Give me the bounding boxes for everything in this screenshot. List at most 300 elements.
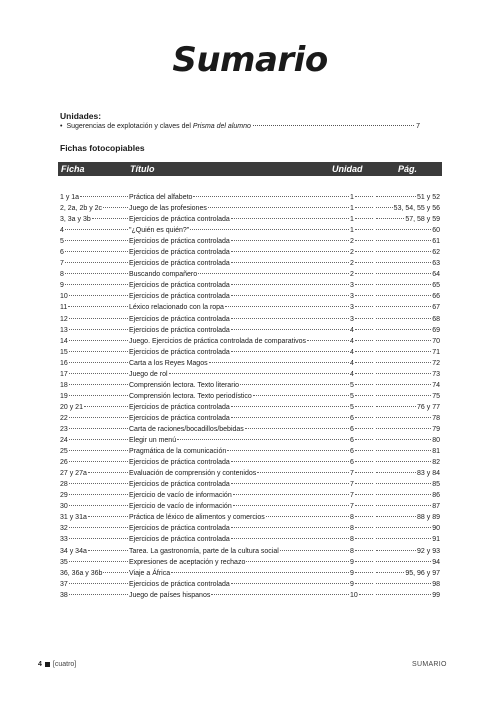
unidad-text: 8 (350, 536, 354, 544)
dot-leader (355, 251, 373, 252)
unidad-text: 1 (350, 227, 354, 235)
dot-leader (376, 295, 431, 296)
cell-unidad (350, 391, 374, 402)
cell-ficha (60, 369, 129, 380)
titulo-text: Ejercicios de práctica controlada (129, 481, 230, 489)
cell-ficha (60, 325, 129, 336)
titulo-text: Juego de las profesiones (129, 205, 207, 213)
table-row (60, 534, 440, 545)
unidad-text: 3 (350, 315, 354, 323)
table-row (60, 523, 440, 534)
table-row (60, 501, 440, 512)
titulo-text: Ejercicios de práctica controlada (129, 249, 230, 257)
dot-leader (355, 284, 373, 285)
dot-leader (376, 483, 431, 484)
dot-leader (69, 439, 128, 440)
dot-leader (376, 218, 404, 219)
cell-titulo (129, 325, 350, 336)
cell-unidad (350, 258, 374, 269)
table-row (60, 546, 440, 557)
unidad-text: 3 (350, 282, 354, 290)
ficha-text: 23 (60, 425, 68, 433)
dot-leader (69, 340, 128, 341)
cell-unidad (350, 336, 374, 347)
dot-leader (376, 572, 404, 573)
dot-leader (355, 406, 373, 407)
titulo-text: Ejercicios de práctica controlada (129, 326, 230, 334)
cell-ficha (60, 347, 129, 358)
dot-leader (231, 295, 349, 296)
dot-leader (355, 494, 373, 495)
cell-unidad (350, 302, 374, 313)
dot-leader (231, 251, 349, 252)
cell-titulo (129, 258, 350, 269)
dot-leader (266, 516, 349, 517)
cell-titulo (129, 358, 350, 369)
titulo-text: Ejercicios de práctica controlada (129, 282, 230, 290)
cell-titulo (129, 435, 350, 446)
ficha-text: 33 (60, 536, 68, 544)
cell-ficha (60, 501, 129, 512)
cell-unidad (350, 269, 374, 280)
cell-titulo (129, 534, 350, 545)
cell-titulo (129, 236, 350, 247)
ficha-text: 31 y 31a (60, 514, 87, 522)
table-row (60, 413, 440, 424)
dot-leader (65, 251, 128, 252)
dot-leader (257, 472, 349, 473)
dot-leader (376, 406, 416, 407)
dot-leader (355, 306, 373, 307)
ficha-text: 35 (60, 558, 68, 566)
pag-text: 88 y 89 (417, 514, 440, 522)
titulo-text: Tarea. La gastronomía, parte de la cultura social (129, 547, 279, 555)
dot-leader (198, 273, 349, 274)
cell-unidad (350, 557, 374, 568)
dot-leader (69, 594, 128, 595)
table-row (60, 579, 440, 590)
ficha-text: 13 (60, 326, 68, 334)
dot-leader (193, 196, 349, 197)
unidad-text: 9 (350, 569, 354, 577)
dot-leader (376, 207, 393, 208)
cell-ficha (60, 269, 129, 280)
ficha-text: 37 (60, 580, 68, 588)
cell-pag (374, 325, 440, 336)
cell-unidad (350, 280, 374, 291)
table-row (60, 225, 440, 236)
cell-ficha (60, 568, 129, 579)
cell-pag (374, 291, 440, 302)
pag-text: 86 (432, 492, 440, 500)
cell-unidad (350, 236, 374, 247)
dot-leader (65, 229, 128, 230)
dot-leader (355, 384, 373, 385)
pag-text: 57, 58 y 59 (405, 216, 440, 224)
cell-pag (374, 336, 440, 347)
dot-leader (376, 284, 431, 285)
dot-leader (376, 251, 431, 252)
cell-ficha (60, 336, 129, 347)
cell-unidad (350, 214, 374, 225)
dot-leader (69, 494, 128, 495)
unidad-text: 4 (350, 370, 354, 378)
dot-leader (209, 362, 349, 363)
cell-pag (374, 568, 440, 579)
table-row (60, 347, 440, 358)
cell-ficha (60, 557, 129, 568)
cell-titulo (129, 402, 350, 413)
dot-leader (376, 273, 431, 274)
pag-text: 64 (432, 271, 440, 279)
cell-pag (374, 590, 440, 601)
cell-unidad (350, 225, 374, 236)
dot-leader (231, 284, 349, 285)
dot-leader (355, 583, 373, 584)
cell-unidad (350, 446, 374, 457)
cell-unidad (350, 358, 374, 369)
dot-leader (355, 229, 373, 230)
table-row (60, 280, 440, 291)
cell-ficha (60, 413, 129, 424)
dot-leader (69, 461, 128, 462)
cell-pag (374, 534, 440, 545)
table-row (60, 269, 440, 280)
dot-leader (253, 395, 349, 396)
dot-leader (355, 505, 373, 506)
ficha-text: 9 (60, 282, 64, 290)
titulo-text: Juego de países hispanos (129, 591, 211, 599)
pag-text: 87 (432, 503, 440, 511)
dot-leader (376, 561, 431, 562)
cell-titulo (129, 557, 350, 568)
dot-leader (355, 472, 373, 473)
table-row (60, 424, 440, 435)
pag-text: 82 (432, 459, 440, 467)
dot-leader (225, 306, 349, 307)
dot-leader (355, 362, 373, 363)
cell-pag (374, 512, 440, 523)
dot-leader (245, 428, 349, 429)
dot-leader (80, 196, 128, 197)
titulo-text: Ejercicio de vacío de información (129, 503, 232, 511)
dot-leader (280, 550, 349, 551)
square-icon (45, 662, 50, 667)
cell-titulo (129, 269, 350, 280)
dot-leader (355, 439, 373, 440)
units-entry-page: 7 (416, 123, 420, 130)
dot-leader (177, 439, 349, 440)
dot-leader (68, 306, 128, 307)
cell-ficha (60, 468, 129, 479)
dot-leader (88, 550, 128, 551)
dot-leader (69, 483, 128, 484)
table-row (60, 435, 440, 446)
cell-unidad (350, 523, 374, 534)
cell-titulo (129, 336, 350, 347)
dot-leader (355, 417, 373, 418)
ficha-text: 28 (60, 481, 68, 489)
cell-pag (374, 501, 440, 512)
dot-leader (65, 284, 128, 285)
table-row (60, 457, 440, 468)
dot-leader (69, 395, 128, 396)
dot-leader (355, 483, 373, 484)
titulo-text: Ejercicios de práctica controlada (129, 238, 230, 246)
unidad-text: 2 (350, 260, 354, 268)
ficha-text: 36, 36a y 36b (60, 569, 103, 577)
unidad-text: 7 (350, 470, 354, 478)
page-number-word: [cuatro] (52, 661, 77, 668)
table-row (60, 380, 440, 391)
unidad-text: 8 (350, 525, 354, 533)
titulo-text: Práctica de léxico de alimentos y comercios (129, 514, 265, 522)
pag-text: 95, 96 y 97 (405, 569, 440, 577)
ficha-text: 16 (60, 359, 68, 367)
titulo-text: Ejercicios de práctica controlada (129, 525, 230, 533)
cell-titulo (129, 446, 350, 457)
unidad-text: 6 (350, 448, 354, 456)
pag-text: 81 (432, 448, 440, 456)
ficha-text: 24 (60, 437, 68, 445)
dot-leader (355, 340, 373, 341)
ficha-text: 2, 2a, 2b y 2c (60, 205, 103, 213)
unidad-text: 4 (350, 348, 354, 356)
dot-leader (355, 218, 373, 219)
cell-titulo (129, 214, 350, 225)
cell-unidad (350, 512, 374, 523)
dot-leader (376, 550, 416, 551)
titulo-text: Elegir un menú (129, 437, 177, 445)
cell-unidad (350, 203, 374, 214)
titulo-text: Juego de rol (129, 370, 168, 378)
dot-leader (88, 516, 128, 517)
pag-text: 83 y 84 (417, 470, 440, 478)
dot-leader (208, 207, 349, 208)
cell-unidad (350, 291, 374, 302)
column-header-titulo: Título (130, 163, 155, 174)
dot-leader (69, 561, 128, 562)
cell-ficha (60, 258, 129, 269)
cell-ficha (60, 203, 129, 214)
titulo-text: Ejercicios de práctica controlada (129, 414, 230, 422)
cell-ficha (60, 236, 129, 247)
cell-titulo (129, 568, 350, 579)
dot-leader (355, 373, 373, 374)
dot-leader (355, 329, 373, 330)
cell-pag (374, 546, 440, 557)
cell-pag (374, 269, 440, 280)
dot-leader (376, 594, 431, 595)
cell-ficha (60, 247, 129, 258)
dot-leader (69, 527, 128, 528)
dot-leader (231, 527, 349, 528)
cell-pag (374, 380, 440, 391)
dot-leader (376, 516, 416, 517)
ficha-text: 20 y 21 (60, 403, 83, 411)
table-row (60, 590, 440, 601)
dot-leader (69, 428, 128, 429)
dot-leader (231, 417, 349, 418)
dot-leader (355, 240, 373, 241)
unidad-text: 5 (350, 403, 354, 411)
cell-titulo (129, 424, 350, 435)
dot-leader (376, 196, 416, 197)
cell-ficha (60, 358, 129, 369)
unidad-text: 6 (350, 437, 354, 445)
table-row (60, 291, 440, 302)
dot-leader (103, 572, 128, 573)
dot-leader (355, 572, 373, 573)
pag-text: 66 (432, 293, 440, 301)
dot-leader (69, 538, 128, 539)
titulo-text: Buscando compañero (129, 271, 198, 279)
cell-pag (374, 579, 440, 590)
cell-ficha (60, 457, 129, 468)
cell-titulo (129, 192, 350, 203)
column-header-ficha: Ficha (61, 163, 85, 174)
dot-leader (69, 362, 128, 363)
cell-pag (374, 435, 440, 446)
cell-titulo (129, 225, 350, 236)
cell-pag (374, 358, 440, 369)
dot-leader (355, 538, 373, 539)
ficha-text: 10 (60, 293, 68, 301)
titulo-text: Comprensión lectora. Texto literario (129, 381, 239, 389)
table-row (60, 236, 440, 247)
dot-leader (355, 351, 373, 352)
cell-titulo (129, 413, 350, 424)
dot-leader (69, 295, 128, 296)
cell-unidad (350, 546, 374, 557)
dot-leader (231, 318, 349, 319)
cell-unidad (350, 369, 374, 380)
titulo-text: Ejercicios de práctica controlada (129, 216, 230, 224)
titulo-text: Ejercicios de práctica controlada (129, 459, 230, 467)
ficha-text: 29 (60, 492, 68, 500)
pag-text: 85 (432, 481, 440, 489)
dot-leader (376, 472, 416, 473)
ficha-text: 5 (60, 238, 64, 246)
dot-leader (355, 295, 373, 296)
dot-leader (355, 516, 373, 517)
titulo-text: Ejercicios de práctica controlada (129, 348, 230, 356)
titulo-text: Ejercicios de práctica controlada (129, 403, 230, 411)
pag-text: 98 (432, 580, 440, 588)
ficha-text: 14 (60, 337, 68, 345)
unidad-text: 2 (350, 249, 354, 257)
dot-leader (231, 538, 349, 539)
page-footer-number (38, 661, 76, 668)
pag-text: 79 (432, 425, 440, 433)
cell-pag (374, 479, 440, 490)
unidad-text: 8 (350, 514, 354, 522)
cell-titulo (129, 501, 350, 512)
table-row (60, 557, 440, 568)
dot-leader (355, 318, 373, 319)
pag-text: 63 (432, 260, 440, 268)
cell-ficha (60, 302, 129, 313)
dot-leader (355, 273, 373, 274)
ficha-text: 22 (60, 414, 68, 422)
cell-pag (374, 369, 440, 380)
dot-leader (355, 461, 373, 462)
pag-text: 60 (432, 227, 440, 235)
dot-leader (376, 240, 431, 241)
unidad-text: 10 (350, 591, 358, 599)
ficha-text: 27 y 27a (60, 470, 87, 478)
page-number: 4 (38, 661, 42, 668)
unidad-text: 6 (350, 425, 354, 433)
cell-ficha (60, 391, 129, 402)
dot-leader (307, 340, 349, 341)
pag-text: 80 (432, 437, 440, 445)
pag-text: 76 y 77 (417, 403, 440, 411)
cell-unidad (350, 468, 374, 479)
cell-titulo (129, 579, 350, 590)
pag-text: 94 (432, 558, 440, 566)
dot-leader (231, 583, 349, 584)
table-row (60, 247, 440, 258)
cell-ficha (60, 314, 129, 325)
ficha-text: 18 (60, 381, 68, 389)
cell-unidad (350, 314, 374, 325)
pag-text: 71 (432, 348, 440, 356)
titulo-text: Viaje a África (129, 569, 171, 577)
unidad-text: 3 (350, 304, 354, 312)
cell-pag (374, 557, 440, 568)
dot-leader (376, 262, 431, 263)
cell-unidad (350, 479, 374, 490)
ficha-text: 4 (60, 227, 64, 235)
dot-leader (88, 472, 128, 473)
cell-unidad (350, 347, 374, 358)
dot-leader (376, 306, 431, 307)
ficha-text: 38 (60, 591, 68, 599)
dot-leader (246, 561, 349, 562)
ficha-text: 26 (60, 459, 68, 467)
cell-ficha (60, 546, 129, 557)
cell-ficha (60, 192, 129, 203)
dot-leader (376, 450, 431, 451)
pag-text: 62 (432, 249, 440, 257)
dot-leader (376, 538, 431, 539)
bullet-icon: • (60, 123, 63, 130)
table-row (60, 203, 440, 214)
titulo-text: Pragmática de la comunicación (129, 448, 227, 456)
cell-unidad (350, 192, 374, 203)
cell-ficha (60, 479, 129, 490)
dot-leader (376, 229, 431, 230)
ficha-text: 15 (60, 348, 68, 356)
cell-ficha (60, 402, 129, 413)
cell-unidad (350, 247, 374, 258)
dot-leader (376, 494, 431, 495)
cell-titulo (129, 546, 350, 557)
fichas-heading: Fichas fotocopiables (60, 143, 145, 153)
unidad-text: 9 (350, 580, 354, 588)
dot-leader (355, 561, 373, 562)
ficha-text: 25 (60, 448, 68, 456)
unidad-text: 4 (350, 326, 354, 334)
cell-unidad (350, 424, 374, 435)
dot-leader (355, 395, 373, 396)
titulo-text: Ejercicios de práctica controlada (129, 536, 230, 544)
cell-pag (374, 490, 440, 501)
cell-ficha (60, 490, 129, 501)
dot-leader (65, 262, 128, 263)
pag-text: 61 (432, 238, 440, 246)
